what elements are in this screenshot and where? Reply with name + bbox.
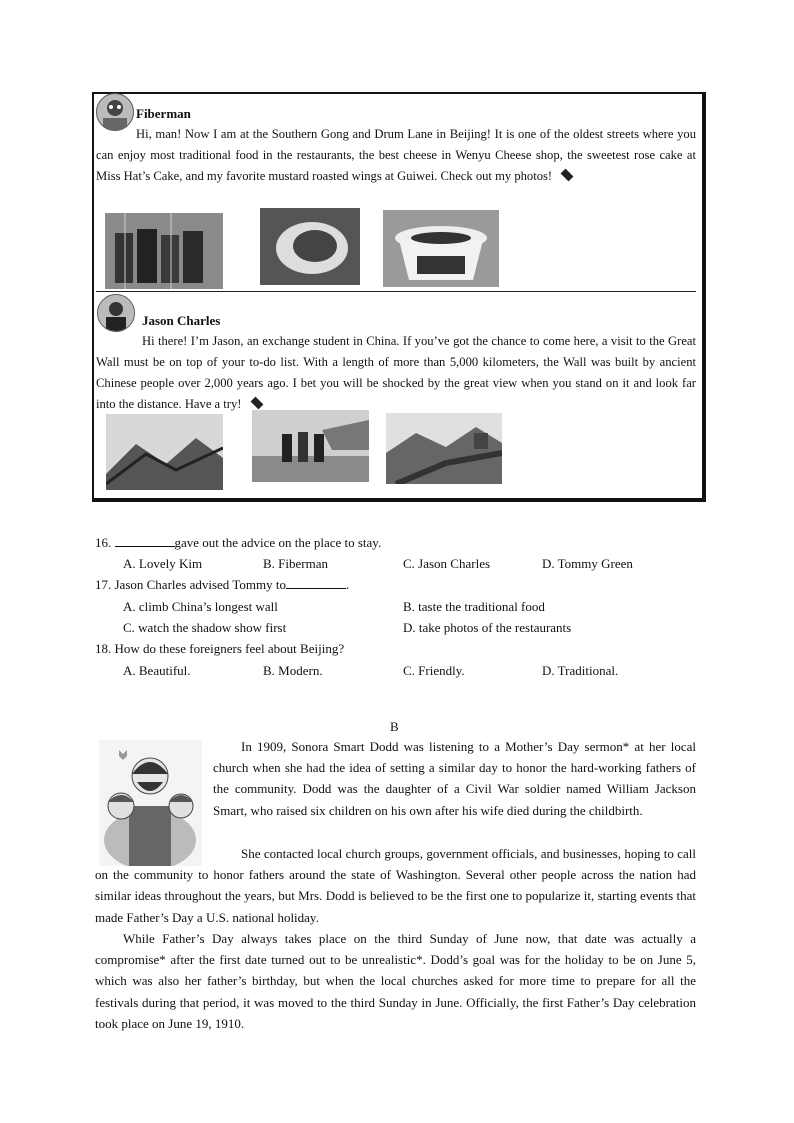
option: B. Modern.	[263, 663, 323, 678]
option: D. Tommy Green	[542, 556, 633, 571]
option: A. Beautiful.	[123, 663, 191, 678]
passage-paragraph: In 1909, Sonora Smart Dodd was listening to a Mother’s Day sermon* at her local church when she had the idea of setting a similar day to honor the hard-working fathers of the community. Dodd was the daughter of a Civil War soldier named William Jackson Smart, who raised six children on his own after his wife died during the childbirth.	[213, 739, 696, 818]
great-wall-group-photo	[252, 410, 369, 482]
answer-blank	[115, 534, 175, 547]
question-17: 17. Jason Charles advised Tommy to .	[95, 577, 350, 592]
jason-avatar	[97, 294, 135, 332]
option: A. Lovely Kim	[123, 556, 203, 571]
question-16: 16. gave out the advice on the place to stay.	[95, 535, 382, 550]
tag-icon	[250, 397, 263, 410]
great-wall-photo-2	[386, 413, 502, 484]
option: B. taste the traditional food	[403, 599, 545, 614]
option: D. take photos of the restaurants	[403, 620, 572, 635]
option: D. Traditional.	[542, 663, 619, 678]
answer-blank	[286, 576, 346, 589]
option: A. climb China’s longest wall	[123, 599, 278, 614]
tag-icon	[561, 169, 574, 182]
post-author: Fiberman	[136, 106, 191, 121]
cheese-cup-photo	[383, 210, 499, 287]
rose-cake-photo	[260, 208, 360, 285]
great-wall-photo-1	[106, 414, 223, 490]
post-divider	[96, 291, 696, 292]
section-label: B	[390, 719, 399, 734]
question-18: 18. How do these foreigners feel about Beijing?	[95, 641, 345, 656]
option: C. watch the shadow show first	[123, 620, 287, 635]
passage-paragraph: She contacted local church groups, government officials, and businesses, hoping to call on the community to honor fathers around the state of Washington. Several other people across the nation had similar ideas throughout the years, but Mrs. Dodd is believed to be the first one to popularize it, starting events that made Father’s Day a U.S. national holiday.	[95, 846, 696, 925]
post-text: Hi, man! Now I am at the Southern Gong and Drum Lane in Beijing! It is one of the oldest streets where you can enjoy most traditional food in the restaurants, the best cheese in Wenyu Cheese shop, the sweetest rose cake at Miss Hat’s Cake, and my favorite mustard roasted wings at Guiwei. Check out my photos!	[96, 127, 696, 183]
post-text: Hi there! I’m Jason, an exchange student in China. If you’ve got the chance to come here, a visit to the Great Wall must be on top of your to-do list. With a length of more than 5,000 kilometers, the Wall was built by ancient Chinese people over 2,000 years ago. I bet you will be shocked by the great view when you stand on it and look far into the distance. Have a try!	[96, 334, 696, 411]
option: C. Friendly.	[403, 663, 465, 678]
option: B. Fiberman	[263, 556, 328, 571]
passage-paragraph: While Father’s Day always takes place on the third Sunday of June now, that date was actually a compromise* after the first date turned out to be unrealistic*. Dodd’s goal was for the holiday to be on June 5, which was also her father’s birthday, but when the local churches asked for more time to prepare for all the festivals during that period, it was moved to the third Sunday in June. Officially, the first Father’s Day celebration took place on June 19, 1910.	[95, 931, 696, 1031]
kebab-photo	[105, 213, 223, 289]
post-author: Jason Charles	[142, 313, 221, 328]
option: C. Jason Charles	[403, 556, 491, 571]
